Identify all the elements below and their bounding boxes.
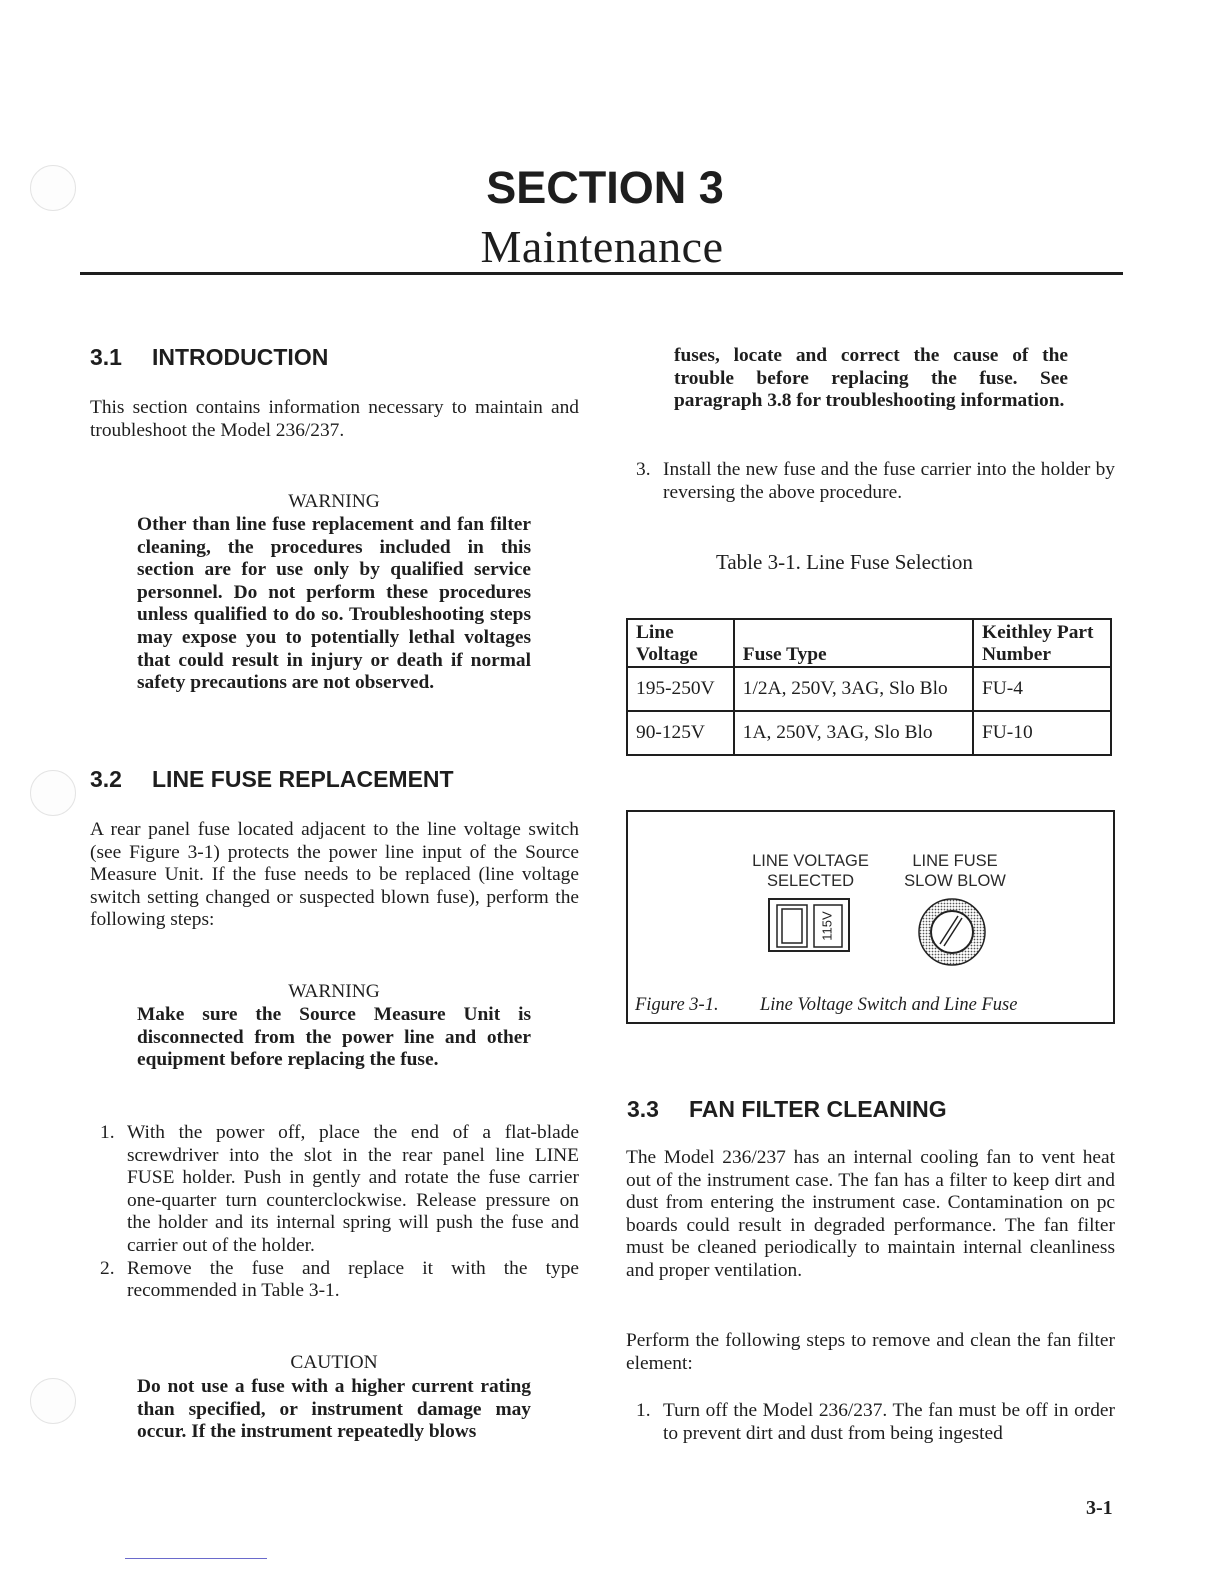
warning-text-1: Other than line fuse replacement and fan filter cleaning, the procedures included in this section are for use only by qualified service personnel. Do not perform these procedures unless qualified to do so. Troubleshooting steps may expose you to potentially lethal voltages that could result in injury or death if normal safety precautions are not observed. xyxy=(137,514,531,694)
section-number: SECTION 3 xyxy=(486,162,724,213)
col-header-part-number: Keithley Part Number xyxy=(973,619,1111,667)
step-text: With the power off, place the end of a flat-blade screwdriver into the slot in the rear panel line LINE FUSE holder. Push in gently and rotate the fuse carrier one-quarter turn counterclockwise. Release pressure on the holder and its internal spring will push the fuse and carrier out of the holder. xyxy=(127,1122,579,1256)
fuse-steps-list xyxy=(90,1122,579,1303)
table-cell: 1A, 250V, 3AG, Slo Blo xyxy=(734,711,973,755)
intro-paragraph: This section contains information necessary to maintain and troubleshoot the Model 236/237. xyxy=(90,397,579,441)
binder-hole-middle xyxy=(30,770,76,816)
step-3 xyxy=(626,459,1115,504)
figure-3-1 xyxy=(626,810,1115,1024)
caution-title: CAUTION xyxy=(290,1352,378,1373)
line-fuse-table xyxy=(626,618,1112,756)
table-row xyxy=(627,667,1111,711)
list-item xyxy=(90,1258,579,1303)
table-title: Table 3-1. Line Fuse Selection xyxy=(716,550,973,574)
col-header-fuse-type: Fuse Type xyxy=(734,619,973,667)
heading-3-3 xyxy=(627,1096,947,1123)
table-cell: 195-250V xyxy=(627,667,734,711)
step-number: 3. xyxy=(636,459,651,480)
heading-3-2 xyxy=(90,766,454,793)
list-item xyxy=(626,1400,1115,1445)
step-text: Remove the fuse and replace it with the type recommended in Table 3-1. xyxy=(127,1257,579,1302)
fan-filter-steps-intro: Perform the following steps to remove and clean the fan filter element: xyxy=(626,1330,1115,1374)
line-fuse-holder-icon xyxy=(916,896,988,968)
list-item xyxy=(626,459,1115,504)
heading-number: 3.1 xyxy=(90,344,122,370)
label-line-fuse: LINE FUSE SLOW BLOW xyxy=(904,852,1006,890)
header-rule xyxy=(80,272,1123,275)
table-row xyxy=(627,711,1111,755)
heading-title: LINE FUSE REPLACEMENT xyxy=(152,766,454,792)
fuse-intro-paragraph: A rear panel fuse located adjacent to the line voltage switch (see Figure 3-1) protects the power line input of the Source Measure Unit. If the fuse needs to be replaced (line voltage switch setting changed or suspected blown fuse), perform the following steps: xyxy=(90,819,579,931)
table-header-row xyxy=(627,619,1111,667)
figure-caption-number: Figure 3-1. xyxy=(635,995,719,1015)
fan-step-1 xyxy=(626,1400,1115,1445)
col-header-line-voltage: Line Voltage xyxy=(627,619,734,667)
table-cell: FU-10 xyxy=(973,711,1111,755)
binder-hole-bottom xyxy=(30,1378,76,1424)
table-cell: 1/2A, 250V, 3AG, Slo Blo xyxy=(734,667,973,711)
label-line-voltage: LINE VOLTAGE SELECTED xyxy=(752,852,869,890)
fan-filter-paragraph: The Model 236/237 has an internal cooling fan to vent heat out of the instrument case. The fan has a filter to keep dirt and dust from entering the instrument case. Contamination on pc boards could result in degraded performance. The fan filter must be cleaned periodically to maintain internal cleanliness and proper ventilation. xyxy=(626,1147,1115,1281)
footer-rule xyxy=(125,1558,267,1559)
list-item xyxy=(90,1122,579,1258)
warning-text-2: Make sure the Source Measure Unit is disconnected from the power line and other equipment before replacing the fuse. xyxy=(137,1004,531,1071)
warning-title-2: WARNING xyxy=(288,981,380,1002)
switch-setting-label: 115V xyxy=(819,911,835,941)
step-text: Install the new fuse and the fuse carrier into the holder by reversing the above procedure. xyxy=(663,459,1115,503)
heading-title: FAN FILTER CLEANING xyxy=(689,1096,947,1122)
heading-title: INTRODUCTION xyxy=(152,344,329,370)
fan-steps-list xyxy=(626,1400,1115,1445)
heading-3-1 xyxy=(90,344,328,371)
heading-number: 3.3 xyxy=(627,1096,659,1122)
section-title: Maintenance xyxy=(480,221,724,272)
step-number: 2. xyxy=(100,1257,115,1279)
step-number: 1. xyxy=(100,1122,115,1143)
table-cell: FU-4 xyxy=(973,667,1111,711)
warning-title-1: WARNING xyxy=(288,491,380,512)
figure-caption-text: Line Voltage Switch and Line Fuse xyxy=(760,995,1018,1015)
fuse-steps-list-continued xyxy=(626,459,1115,504)
step-text: Turn off the Model 236/237. The fan must be off in order to prevent dirt and dust from being ingested xyxy=(663,1400,1115,1444)
step-number: 1. xyxy=(636,1400,651,1421)
table-cell: 90-125V xyxy=(627,711,734,755)
page-number: 3-1 xyxy=(1086,1497,1113,1519)
caution-text-part2: fuses, locate and correct the cause of the trouble before replacing the fuse. See paragraph 3.8 for troubleshooting information. xyxy=(674,345,1068,412)
heading-number: 3.2 xyxy=(90,766,122,792)
caution-text-part1: Do not use a fuse with a higher current rating than specified, or instrument damage may occur. If the instrument repeatedly blows xyxy=(137,1376,531,1443)
line-voltage-switch-icon xyxy=(766,896,852,954)
